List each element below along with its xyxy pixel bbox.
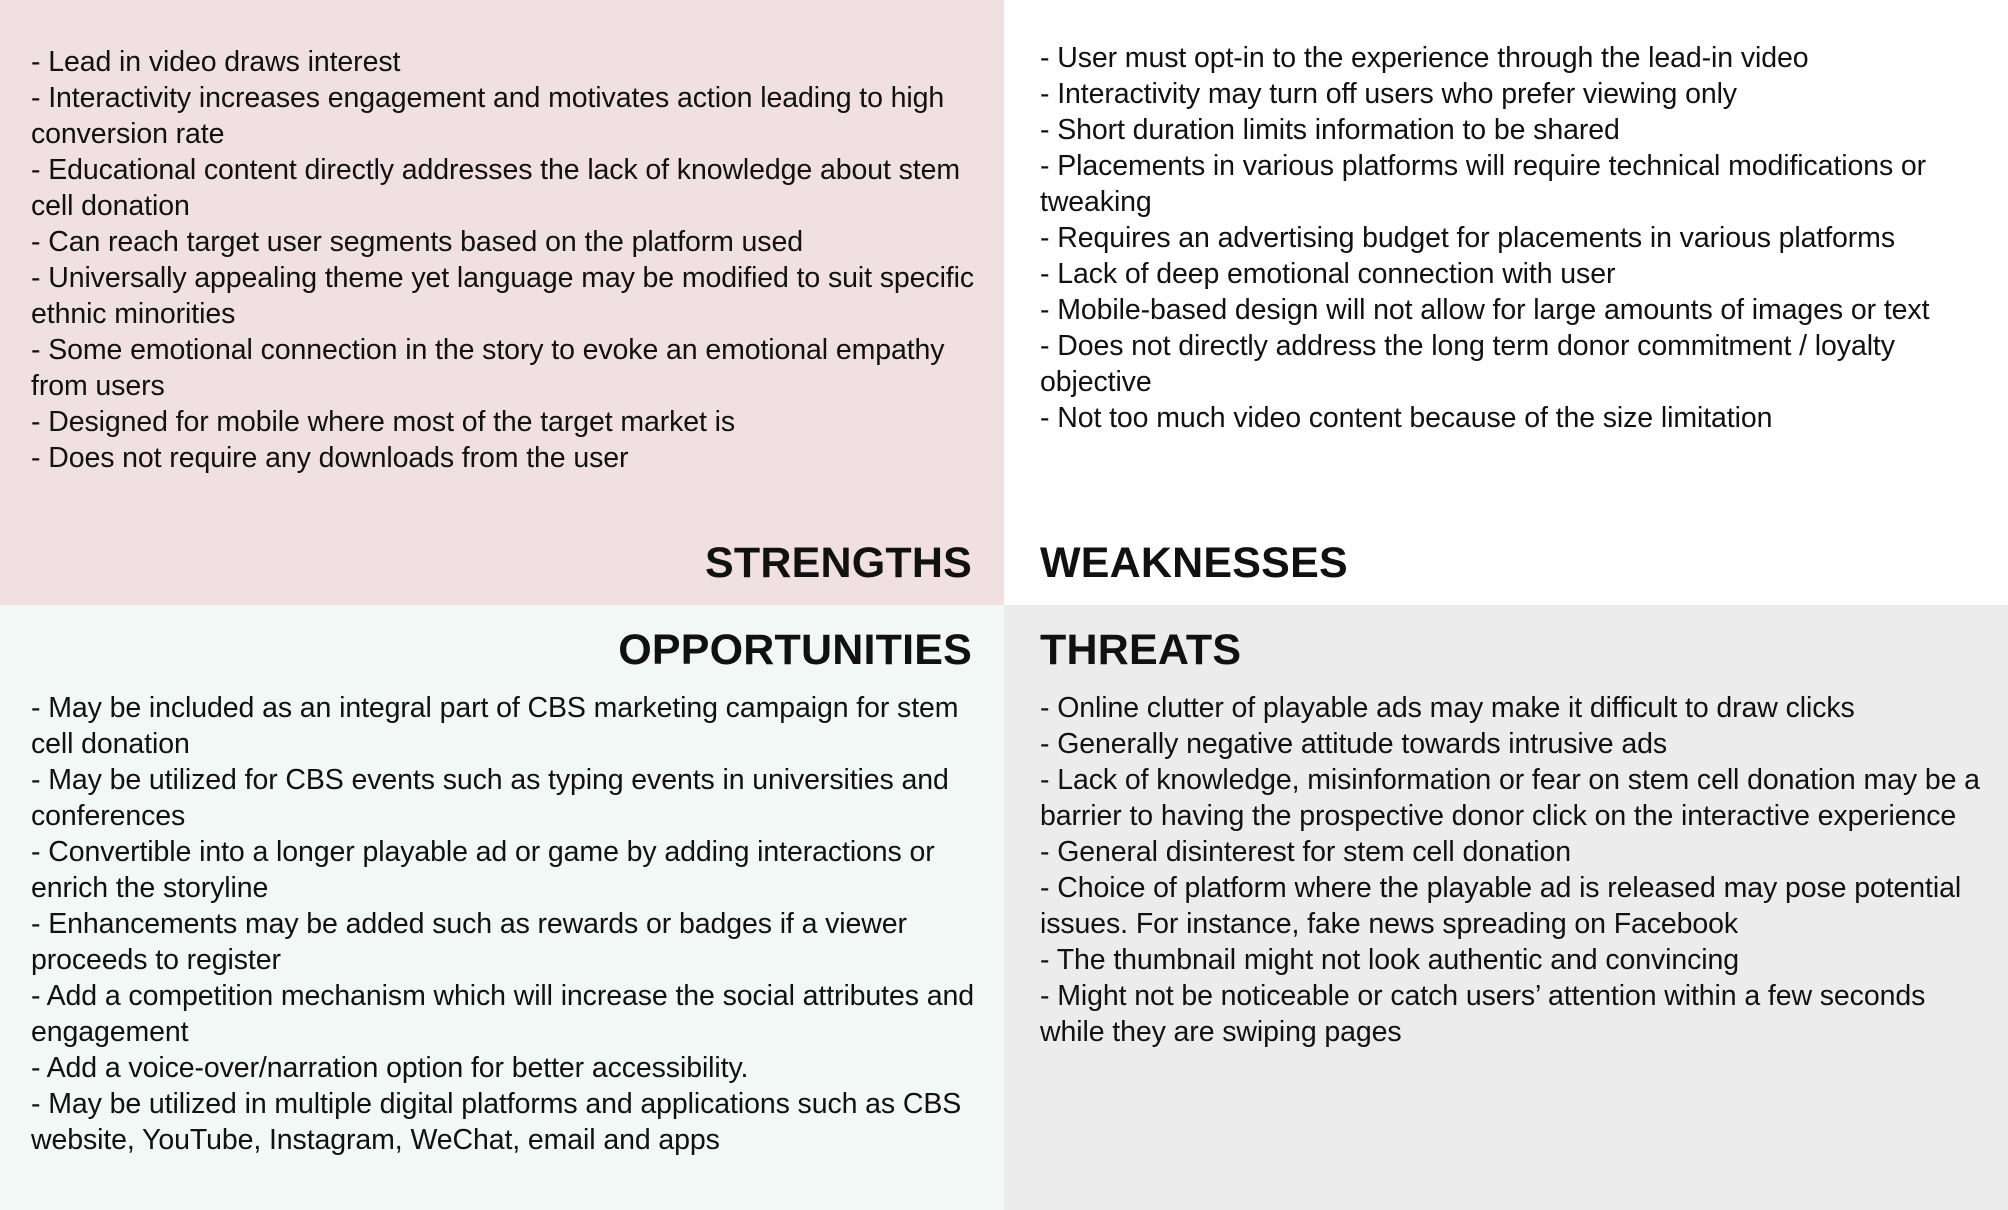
strengths-title: STRENGTHS (705, 539, 972, 587)
opportunities-list (31, 690, 981, 1158)
weaknesses-item: - Short duration limits information to be shared (1040, 114, 1620, 146)
strengths-item: - Some emotional connection in the story to evoke an emotional empathy from users (31, 334, 945, 402)
strengths-list (31, 44, 981, 476)
threats-item: - General disinterest for stem cell donation (1040, 836, 1572, 868)
opportunities-item: - Add a voice-over/narration option for better accessibility. (31, 1052, 749, 1084)
strengths-item: - Can reach target user segments based on the platform used (31, 226, 803, 258)
strengths-item: - Does not require any downloads from the user (31, 442, 629, 474)
opportunities-item: - May be utilized for CBS events such as typing events in universities and conferences (31, 764, 949, 832)
weaknesses-list (1040, 40, 1995, 436)
strengths-item: - Designed for mobile where most of the target market is (31, 406, 736, 438)
strengths-item: - Interactivity increases engagement and motivates action leading to high conversion rate (31, 82, 945, 150)
weaknesses-item: - Requires an advertising budget for placements in various platforms (1040, 222, 1895, 254)
weaknesses-item: - Placements in various platforms will require technical modifications or tweaking (1040, 150, 1927, 218)
threats-item: - Might not be noticeable or catch users’ attention within a few seconds while they are swiping pages (1040, 980, 1926, 1048)
threats-item: - Online clutter of playable ads may make it difficult to draw clicks (1040, 692, 1855, 724)
weaknesses-item: - Mobile-based design will not allow for large amounts of images or text (1040, 294, 1930, 326)
threats-title: THREATS (1040, 626, 1242, 674)
weaknesses-item: - User must opt-in to the experience through the lead-in video (1040, 42, 1809, 74)
opportunities-quadrant (0, 605, 1004, 1210)
opportunities-item: - May be utilized in multiple digital platforms and applications such as CBS website, YouTube, Instagram, WeChat, email and apps (31, 1088, 962, 1156)
weaknesses-item: - Interactivity may turn off users who prefer viewing only (1040, 78, 1737, 110)
threats-item: - The thumbnail might not look authentic and convincing (1040, 944, 1739, 976)
weaknesses-quadrant (1004, 0, 2008, 605)
weaknesses-title: WEAKNESSES (1040, 539, 1348, 587)
opportunities-item: - Add a competition mechanism which will increase the social attributes and engagement (31, 980, 974, 1048)
strengths-item: - Universally appealing theme yet language may be modified to suit specific ethnic minorities (31, 262, 975, 330)
strengths-quadrant (0, 0, 1004, 605)
threats-item: - Lack of knowledge, misinformation or fear on stem cell donation may be a barrier to having the prospective donor click on the interactive experience (1040, 764, 1980, 832)
threats-item: - Generally negative attitude towards intrusive ads (1040, 728, 1667, 760)
opportunities-item: - Convertible into a longer playable ad or game by adding interactions or enrich the storyline (31, 836, 935, 904)
threats-item: - Choice of platform where the playable ad is released may pose potential issues. For instance, fake news spreading on Facebook (1040, 872, 1962, 940)
weaknesses-item: - Does not directly address the long term donor commitment / loyalty objective (1040, 330, 1895, 398)
opportunities-item: - Enhancements may be added such as rewards or badges if a viewer proceeds to register (31, 908, 907, 976)
opportunities-title: OPPORTUNITIES (618, 626, 972, 674)
strengths-item: - Lead in video draws interest (31, 46, 401, 78)
opportunities-item: - May be included as an integral part of CBS marketing campaign for stem cell donation (31, 692, 959, 760)
threats-list (1040, 690, 1995, 1050)
weaknesses-item: - Lack of deep emotional connection with user (1040, 258, 1616, 290)
threats-quadrant (1004, 605, 2008, 1210)
weaknesses-item: - Not too much video content because of the size limitation (1040, 402, 1773, 434)
strengths-item: - Educational content directly addresses the lack of knowledge about stem cell donation (31, 154, 960, 222)
